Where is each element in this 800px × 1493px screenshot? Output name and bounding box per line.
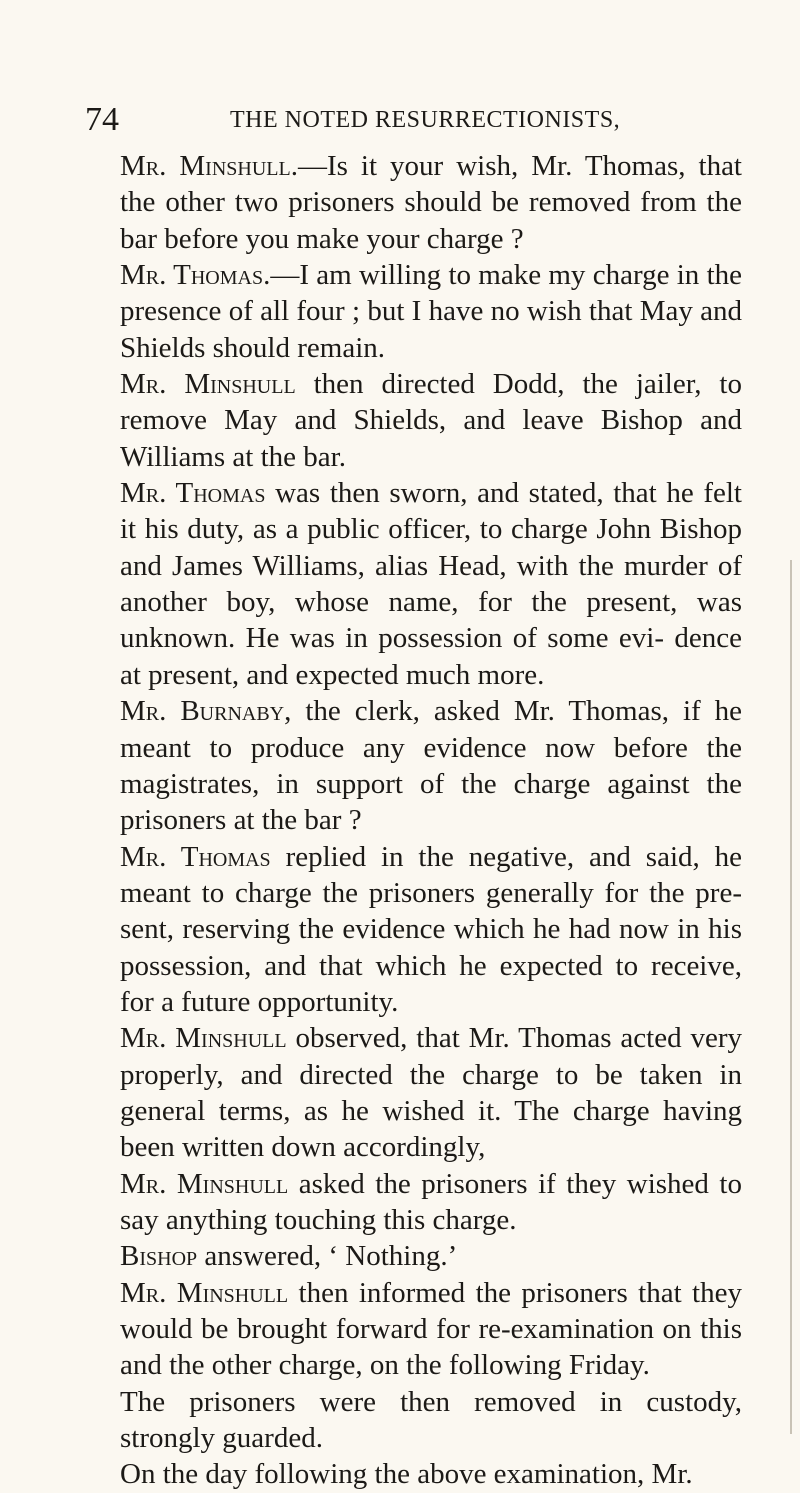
paragraph	[120, 1275, 742, 1384]
running-head: THE NOTED RESURRECTIONISTS,	[230, 107, 621, 133]
paragraph	[120, 1456, 742, 1492]
paragraph	[120, 366, 742, 475]
paragraph-text: The prisoners were then removed in custody, strongly guarded.	[120, 1385, 742, 1455]
paragraph	[120, 693, 742, 838]
paragraph-text: asked the prisoners if they wished to say anything touching this charge.	[120, 1167, 742, 1236]
page-header	[85, 100, 745, 140]
paragraph	[120, 257, 742, 366]
paragraph-text: On the day following the above examination, Mr.	[120, 1458, 693, 1491]
speaker-name: Mr. Minshull	[120, 368, 296, 401]
paragraph	[120, 148, 742, 257]
speaker-name: Bishop	[120, 1240, 198, 1273]
speaker-name: Mr. Burnaby	[120, 695, 285, 728]
paragraph	[120, 1384, 742, 1457]
paragraph-text: replied in the negative, and said, he meant to charge the prisoners generally for the pre- sent, reserving the evidence which he had now in his possession, and that which he expected to receive, for a future opportunity.	[120, 840, 742, 1018]
speaker-name: Mr. Thomas	[120, 259, 264, 292]
body-text	[120, 148, 742, 1493]
paragraph-text: answered, ‘ Nothing.’	[197, 1240, 458, 1273]
speaker-name: Mr. Thomas	[120, 840, 271, 873]
paragraph-text: .—I am willing to make my charge in the presence of all four ; but I have no wish that May and Shields should remain.	[120, 259, 742, 364]
speaker-name: Mr. Minshull	[120, 150, 291, 182]
page-edge-line	[790, 560, 792, 1434]
paragraph	[120, 1020, 742, 1165]
paragraph-text: then informed the prisoners that they would be brought forward for re-examination on this and the other charge, on the following Friday.	[120, 1276, 742, 1382]
paragraph-text: observed, that Mr. Thomas acted very properly, and directed the charge to be taken in general terms, as he wished it. The charge having been written down accordingly,	[120, 1022, 742, 1164]
paragraph	[120, 1166, 742, 1239]
speaker-name: Mr. Minshull	[120, 1276, 289, 1309]
paragraph-text: then directed Dodd, the jailer, to remove May and Shields, and leave Bishop and Williams at the bar.	[120, 368, 742, 473]
page-number: 74	[85, 101, 119, 138]
speaker-name: Mr. Thomas	[120, 477, 266, 510]
paragraph	[120, 1238, 742, 1274]
paragraph-text: .—Is it your wish, Mr. Thomas, that the other two prisoners should be removed from the bar before you make your charge ?	[120, 150, 742, 255]
paragraph-text: was then sworn, and stated, that he felt it his duty, as a public officer, to charge John Bishop and James Williams, alias Head, with the murder of another boy, whose name, for the present, was unknown. He was in possession of some evi- dence at present, and expected much more.	[120, 477, 742, 691]
paragraph	[120, 839, 742, 1021]
speaker-name: Mr. Minshull	[120, 1022, 287, 1055]
paragraph-text: , the clerk, asked Mr. Thomas, if he meant to produce any evidence now before the magistrates, in support of the charge against the prisoners at the bar ?	[120, 695, 743, 837]
paragraph	[120, 475, 742, 693]
speaker-name: Mr. Minshull	[120, 1167, 289, 1200]
